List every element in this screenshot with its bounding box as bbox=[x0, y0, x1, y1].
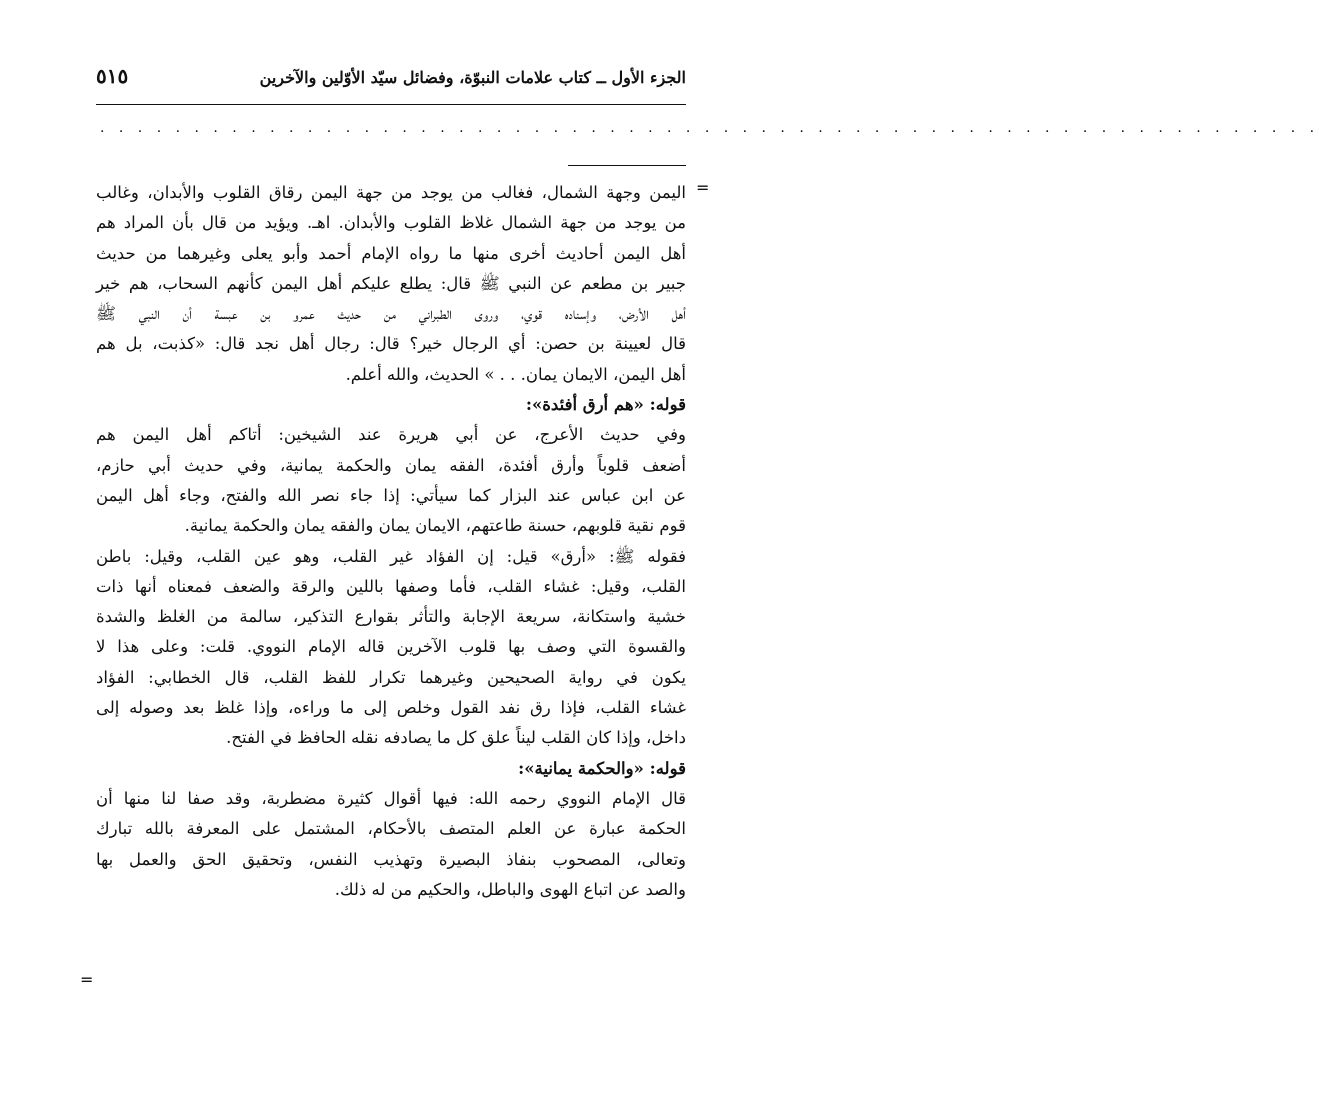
text-line: أهل اليمن أحاديث أخرى منها ما رواه الإمام أحمد وأبو يعلى وغيرهما من حديث bbox=[96, 243, 686, 263]
text-line: أضعف قلوباً وأرق أفئدة، الفقه يمان والحكمة يمانية، وفي حديث أبي حازم، bbox=[96, 455, 686, 475]
text-line: وفي حديث الأعرج، عن أبي هريرة عند الشيخين: أتاكم أهل اليمن هم bbox=[96, 425, 686, 445]
text-line: عن ابن عباس عند البزار كما سيأتي: إذا جاء نصر الله والفتح، وجاء أهل اليمن bbox=[96, 485, 686, 505]
text-line: اليمن وجهة الشمال، فغالب من يوجد من جهة اليمن رقاق القلوب والأبدان، وغالب bbox=[96, 183, 686, 202]
text-line: غشاء القلب، فإذا رق نفد القول وخلص إلى ما وراءه، وإذا غلظ بعد وصوله إلى bbox=[96, 698, 686, 718]
continuation-mark-top: = bbox=[696, 178, 710, 197]
page-number: ٥١٥ bbox=[96, 64, 129, 88]
text-line: قوم نقية قلوبهم، حسنة طاعتهم، الايمان يمان والفقه يمان والحكمة يمانية. bbox=[184, 516, 686, 536]
text-line: أهل الأرض، وإسناده قوي، وروى الطبراني من حديث عمرو بن عبسة أن النبي ﷺ bbox=[96, 304, 686, 324]
text-line: قال لعيينة بن حصن: أي الرجال خير؟ قال: رجال أهل نجد قال: «كذبت، بل هم bbox=[96, 334, 686, 354]
text-line: يكون في رواية الصحيحين وغيرهما تكرار للفظ القلب، قال الخطابي: الفؤاد bbox=[96, 667, 686, 687]
footnote-rule bbox=[568, 165, 686, 166]
text-line: القلب، وقيل: غشاء القلب، فأما وصفها باللين والرقة والضعف فمعناه أنها ذات bbox=[96, 576, 686, 596]
text-line: خشية واستكانة، سريعة الإجابة والتأثر بقوارع التذكير، سالمة من الغلظ والشدة bbox=[96, 607, 686, 627]
text-line: داخل، وإذا كان القلب ليناً علق كل ما يصادفه نقله الحافظ في الفتح. bbox=[226, 728, 686, 748]
body-text bbox=[96, 178, 686, 905]
text-line: جبير بن مطعم عن النبي ﷺ قال: يطلع عليكم أهل اليمن كأنهم السحاب، هم خير bbox=[96, 273, 686, 293]
section-heading: قوله: «والحكمة يمانية»: bbox=[518, 758, 686, 778]
text-line: وتعالى، المصحوب بنفاذ البصيرة وتهذيب النفس، وتحقيق الحق والعمل بها bbox=[96, 849, 686, 869]
continuation-mark-bottom: = bbox=[80, 970, 94, 989]
dotted-separator: . . . . . . . . . . . . . . . . . . . . . . . . . . . . . . . . . . . . . . . . . . . . . . . . . . . . . . . . . . . . . . . . . bbox=[100, 120, 1319, 136]
text-line: قال الإمام النووي رحمه الله: فيها أقوال كثيرة مضطربة، وقد صفا لنا منها أن bbox=[96, 788, 686, 808]
page-header bbox=[96, 64, 686, 104]
header-rule bbox=[96, 104, 686, 105]
text-line: فقوله ﷺ: «أرق» قيل: إن الفؤاد غير القلب، وهو عين القلب، وقيل: باطن bbox=[96, 546, 686, 566]
text-line: من يوجد من جهة الشمال غلاظ القلوب والأبدان. اهـ. ويؤيد من قال بأن المراد هم bbox=[96, 213, 686, 233]
text-line: والقسوة التي وصف بها قلوب الآخرين قاله الإمام النووي. قلت: وعلى هذا لا bbox=[96, 637, 686, 657]
text-line: والصد عن اتباع الهوى والباطل، والحكيم من له ذلك. bbox=[334, 879, 686, 899]
text-line: أهل اليمن، الايمان يمان. . . » الحديث، والله أعلم. bbox=[345, 364, 686, 384]
section-heading: قوله: «هم أرق أفئدة»: bbox=[525, 395, 686, 415]
running-head: الجزء الأول ــ كتاب علامات النبوّة، وفضائل سيّد الأوّلين والآخرين bbox=[259, 68, 686, 87]
text-line: الحكمة عبارة عن العلم المتصف بالأحكام، المشتمل على المعرفة بالله تبارك bbox=[96, 819, 686, 839]
